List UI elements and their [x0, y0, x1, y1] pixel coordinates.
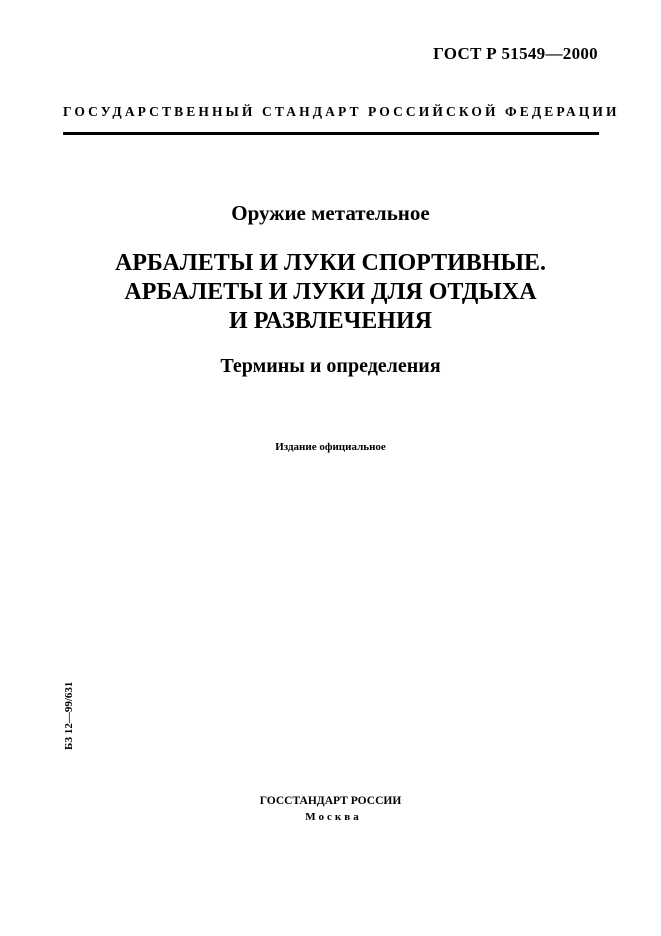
state-standard-header: ГОСУДАРСТВЕННЫЙ СТАНДАРТ РОССИЙСКОЙ ФЕДЕРАЦИИ [63, 104, 620, 119]
subtitle: Термины и определения [220, 355, 441, 377]
subject-heading: Оружие метательное [231, 201, 430, 225]
standard-number: ГОСТ Р 51549—2000 [433, 44, 598, 63]
main-title-line-1: АРБАЛЕТЫ И ЛУКИ СПОРТИВНЫЕ. [114, 250, 547, 276]
publication-city: Москва [305, 811, 362, 823]
edition-note: Издание официальное [275, 441, 386, 453]
main-title [0, 249, 661, 336]
side-catalog-code: БЗ 12—99/631 [63, 681, 75, 750]
main-title-line-2: АРБАЛЕТЫ И ЛУКИ ДЛЯ ОТДЫХА [124, 279, 537, 305]
main-title-line-3: И РАЗВЛЕЧЕНИЯ [229, 308, 432, 334]
header-divider [63, 132, 599, 135]
publisher: ГОССТАНДАРТ РОССИИ [259, 795, 402, 807]
